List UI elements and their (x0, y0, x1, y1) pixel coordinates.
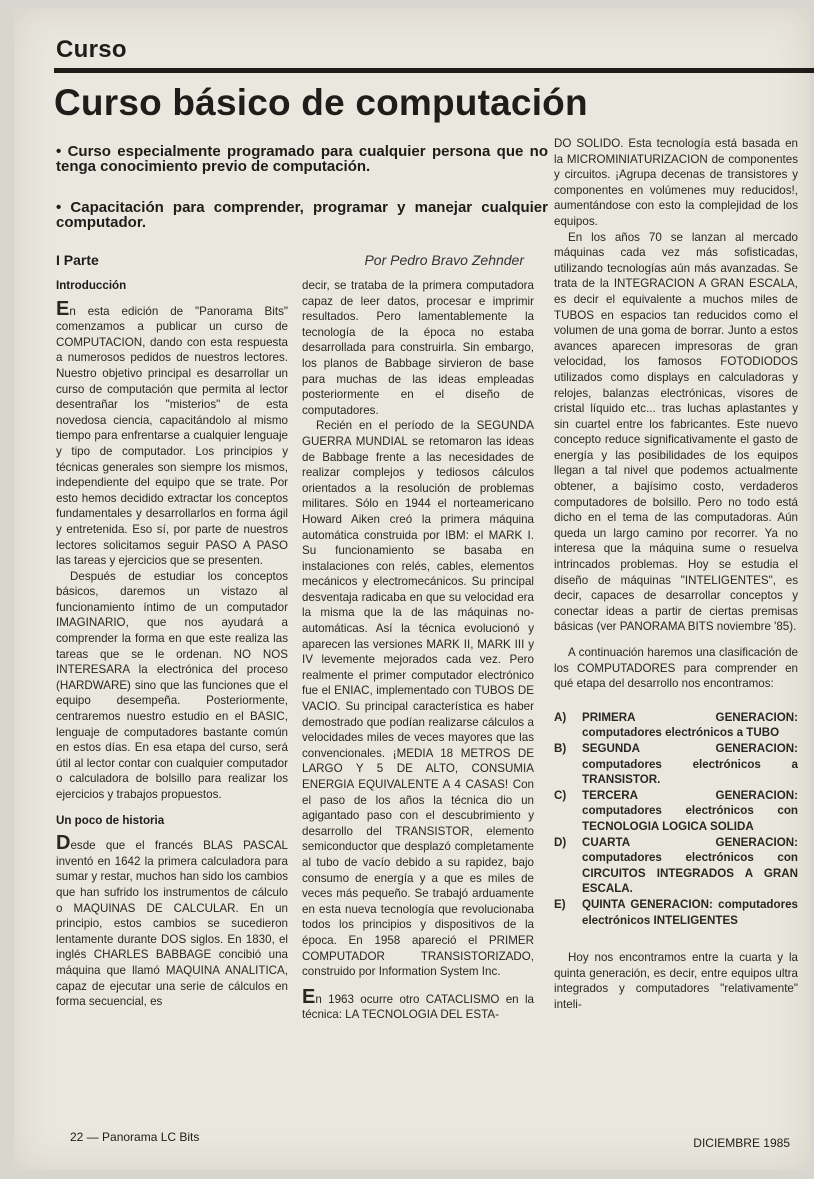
list-item (554, 835, 798, 897)
paragraph-text: esde que el francés BLAS PASCAL inventó en 1642 la primera calculadora para sumar y restar, muchos han sido los cambios que han sufrido los instrumentos de cálculo o MAQUINAS DE CALCULAR. En un principio, estos cambios se sucedieron lentamente durante DOS siglos. En 1830, el inglés CHARLES BABBAGE concibió una máquina que llamó MAQUINA ANALITICA, capaz de ejecutar una serie de cálculos en forma secuencial, es (56, 839, 288, 1009)
list-letter: E) (554, 897, 566, 911)
intro-bullet-2: • Capacitación para comprender, programar y manejar cualquier computador. (56, 199, 548, 231)
header-rule (54, 68, 814, 73)
section-label: Curso (56, 36, 127, 63)
part-label: I Parte (56, 252, 99, 268)
list-item (554, 788, 798, 835)
list-item-text: QUINTA GENERACION: computadores electrónicos INTELIGENTES (582, 897, 798, 927)
list-item-text: PRIMERA GENERACION: computadores electrónicos a TUBO (582, 710, 798, 740)
paragraph (302, 985, 534, 1023)
list-letter: C) (554, 788, 567, 802)
paragraph-text: n 1963 ocurre otro CATACLISMO en la técnica: LA TECNOLOGIA DEL ESTA- (302, 992, 534, 1022)
list-item-text: SEGUNDA GENERACION: computadores electrónicos a TRANSISTOR. (582, 741, 798, 787)
heading-introduccion: Introducción (56, 279, 127, 292)
list-item (554, 741, 798, 788)
paragraph: decir, se trataba de la primera computadora capaz de leer datos, procesar e imprimir resultados. Pero lamentablemente la tecnología de la época no estaba desarrollada para construirla. Sin embargo, los planos de Babbage sirvieron de base para muchas de las ideas empleadas posteriormente en el diseño de computadores. (302, 279, 534, 417)
paragraph: Hoy nos encontramos entre la cuarta y la quinta generación, es decir, entre equipos ultra integrados y computadores "relativamente" inteli- (554, 951, 798, 1011)
column-3 (554, 136, 798, 1012)
paragraph: DO SOLIDO. Esta tecnología está basada en la MICROMINIATURIZACION de componentes y circuitos. ¡Agrupa decenas de transistores y componentes en volúmenes muy reducidos!, aumentándose con esto la complejidad de los equipos. (554, 137, 798, 228)
magazine-page (14, 8, 810, 1170)
paragraph: En los años 70 se lanzan al mercado máquinas cada vez más sofisticadas, utilizando tecnologías aún más avanzadas. Se trata de la INTEGRACION A GRAN ESCALA, es decir el equivalente a muchos miles de TUBOS en espacios tan reducidos como el volumen de una goma de borrar. Junto a estos avances aparecen impresoras de gran velocidad, los famosos FOTODIODOS utilizados como displays en calculadoras y relojes, balanzas electrónicas, visores de cristal líquido etc... tras luchas aplastantes y sin cuartel entre los fabricantes. Este nuevo concepto reduce significativamente el gasto de energía y las posibilidades de los equipos llegan a tal nivel que podemos actualmente obtener, a bajísimo costo, verdaderos computadores de bolsillo. Pero no todo está dicho en el tema de las computadoras. Aún queda un largo camino por recorrer. Ya no interesa que la máquina sume o resuelva intrincados problemas. Hoy se estudia el diseño de máquinas "INTELIGENTES", es decir, capaces de desarrollar conceptos y conectar ideas a partir de ciertas premisas básicas (ver PANORAMA BITS noviembre '85). (554, 230, 798, 634)
list-item (554, 710, 798, 741)
list-letter: A) (554, 710, 567, 724)
list-item-text: TERCERA GENERACION: computadores electrónicos con TECNOLOGIA LOGICA SOLIDA (582, 788, 798, 833)
generation-list (554, 710, 798, 928)
list-letter: D) (554, 835, 567, 849)
list-letter: B) (554, 741, 567, 755)
column-2 (302, 278, 534, 1023)
paragraph-text: n esta edición de "Panorama Bits" comenzamos a publicar un curso de COMPUTACION, dando con esta respuesta a numerosos pedidos de nuestros lectores. Nuestro objetivo principal es desarrollar un curso de computación que permita al lector desentrañar los "misterios" de esta novedosa ciencia, capacitándolo al mismo tiempo para enfrentarse a cualquier lenguaje y tipo de computador. Los principios y técnicas generales son siempre los mismos, independiente del equipo que se trate. Por esto hemos decidido extractar los conceptos fundamentales y desarrollarlos en forma ágil y entretenida. Eso sí, por parte de nuestros lectores solicitamos seguir PASO A PASO las tareas y ejercicios que se presenten. (56, 304, 288, 568)
heading-historia: Un poco de historia (56, 813, 165, 827)
page-folio: 22 — Panorama LC Bits (70, 1130, 200, 1144)
author-byline: Por Pedro Bravo Zehnder (364, 252, 524, 268)
list-item (554, 897, 798, 928)
column-1 (56, 278, 288, 1010)
list-item-text: CUARTA GENERACION: computadores electrónicos con CIRCUITOS INTEGRADOS A GRAN ESCALA. (582, 835, 798, 896)
paragraph (56, 297, 288, 569)
drop-cap: E (302, 985, 316, 1008)
paragraph: Recién en el período de la SEGUNDA GUERRA MUNDIAL se retomaron las ideas de Babbage frente a las necesidades de realizar complejos y tediosos cálculos orientados a la resolución de problemas militares. Sólo en 1944 el norteamericano Howard Aiken creó la primera máquina automática construida por IBM: el MARK I. Su funcionamiento se basaba en instalaciones con relés, cables, elementos mecánicos y electromecánicos. Su principal desventaja radicaba en que su velocidad era la misma que la de las máquinas no-automáticas. Así la técnica evolucionó y aparecen las versiones MARK II, MARK III y IV levemente mejorados cada vez. Pero realmente el primer computador electrónico fue el ENIAC, implementado con TUBOS DE VACIO. Su principal característica es haber demostrado que podían realizarse cálculos a velocidades miles de veces mayores que las convencionales. ¡MEDIA 18 METROS DE LARGO Y 5 DE ALTO, CONSUMIA ENERGIA EQUIVALENTE A 4 CASAS! Con el paso de los años la técnica dio un agigantado paso con el descubrimiento y desarrollo del TRANSISTOR, elemento semiconductor que desplazó completamente al tubo de vacío debido a su rapidez, bajo consumo de energía y a que es miles de veces más pequeño. Se trabajó arduamente en esta nueva tecnología que revolucionaba todos los principios y dispositivos de la época. En 1958 apareció el PRIMER COMPUTADOR TRANSISTORIZADO, construido por Information System Inc. (302, 419, 534, 979)
article-title: Curso básico de computación (54, 82, 588, 123)
paragraph (56, 832, 288, 1010)
issue-date: DICIEMBRE 1985 (693, 1136, 790, 1150)
intro-bullet-1: • Curso especialmente programado para cualquier persona que no tenga conocimiento previo de computación. (56, 143, 548, 175)
drop-cap: D (56, 832, 71, 855)
paragraph: A continuación haremos una clasificación de los COMPUTADORES para comprender en qué etapa del desarrollo nos encontramos: (554, 646, 798, 691)
drop-cap: E (56, 297, 70, 320)
paragraph: Después de estudiar los conceptos básicos, daremos un vistazo al funcionamiento íntimo de un computador IMAGINARIO, que nos ayudará a comprender la forma en que este realiza las tareas que se le ordenan. NO NOS INTERESARA la electrónica del proceso (HARDWARE) sino que las funciones que el equipo desempeña. Posteriormente, centraremos nuestro estudio en el BASIC, lenguaje de computadores bastante común en estos días. En esa etapa del curso, será útil al lector contar con cualquier computador o calculadora de bolsillo para realizar los ejercicios y trabajos propuestos. (56, 569, 288, 801)
